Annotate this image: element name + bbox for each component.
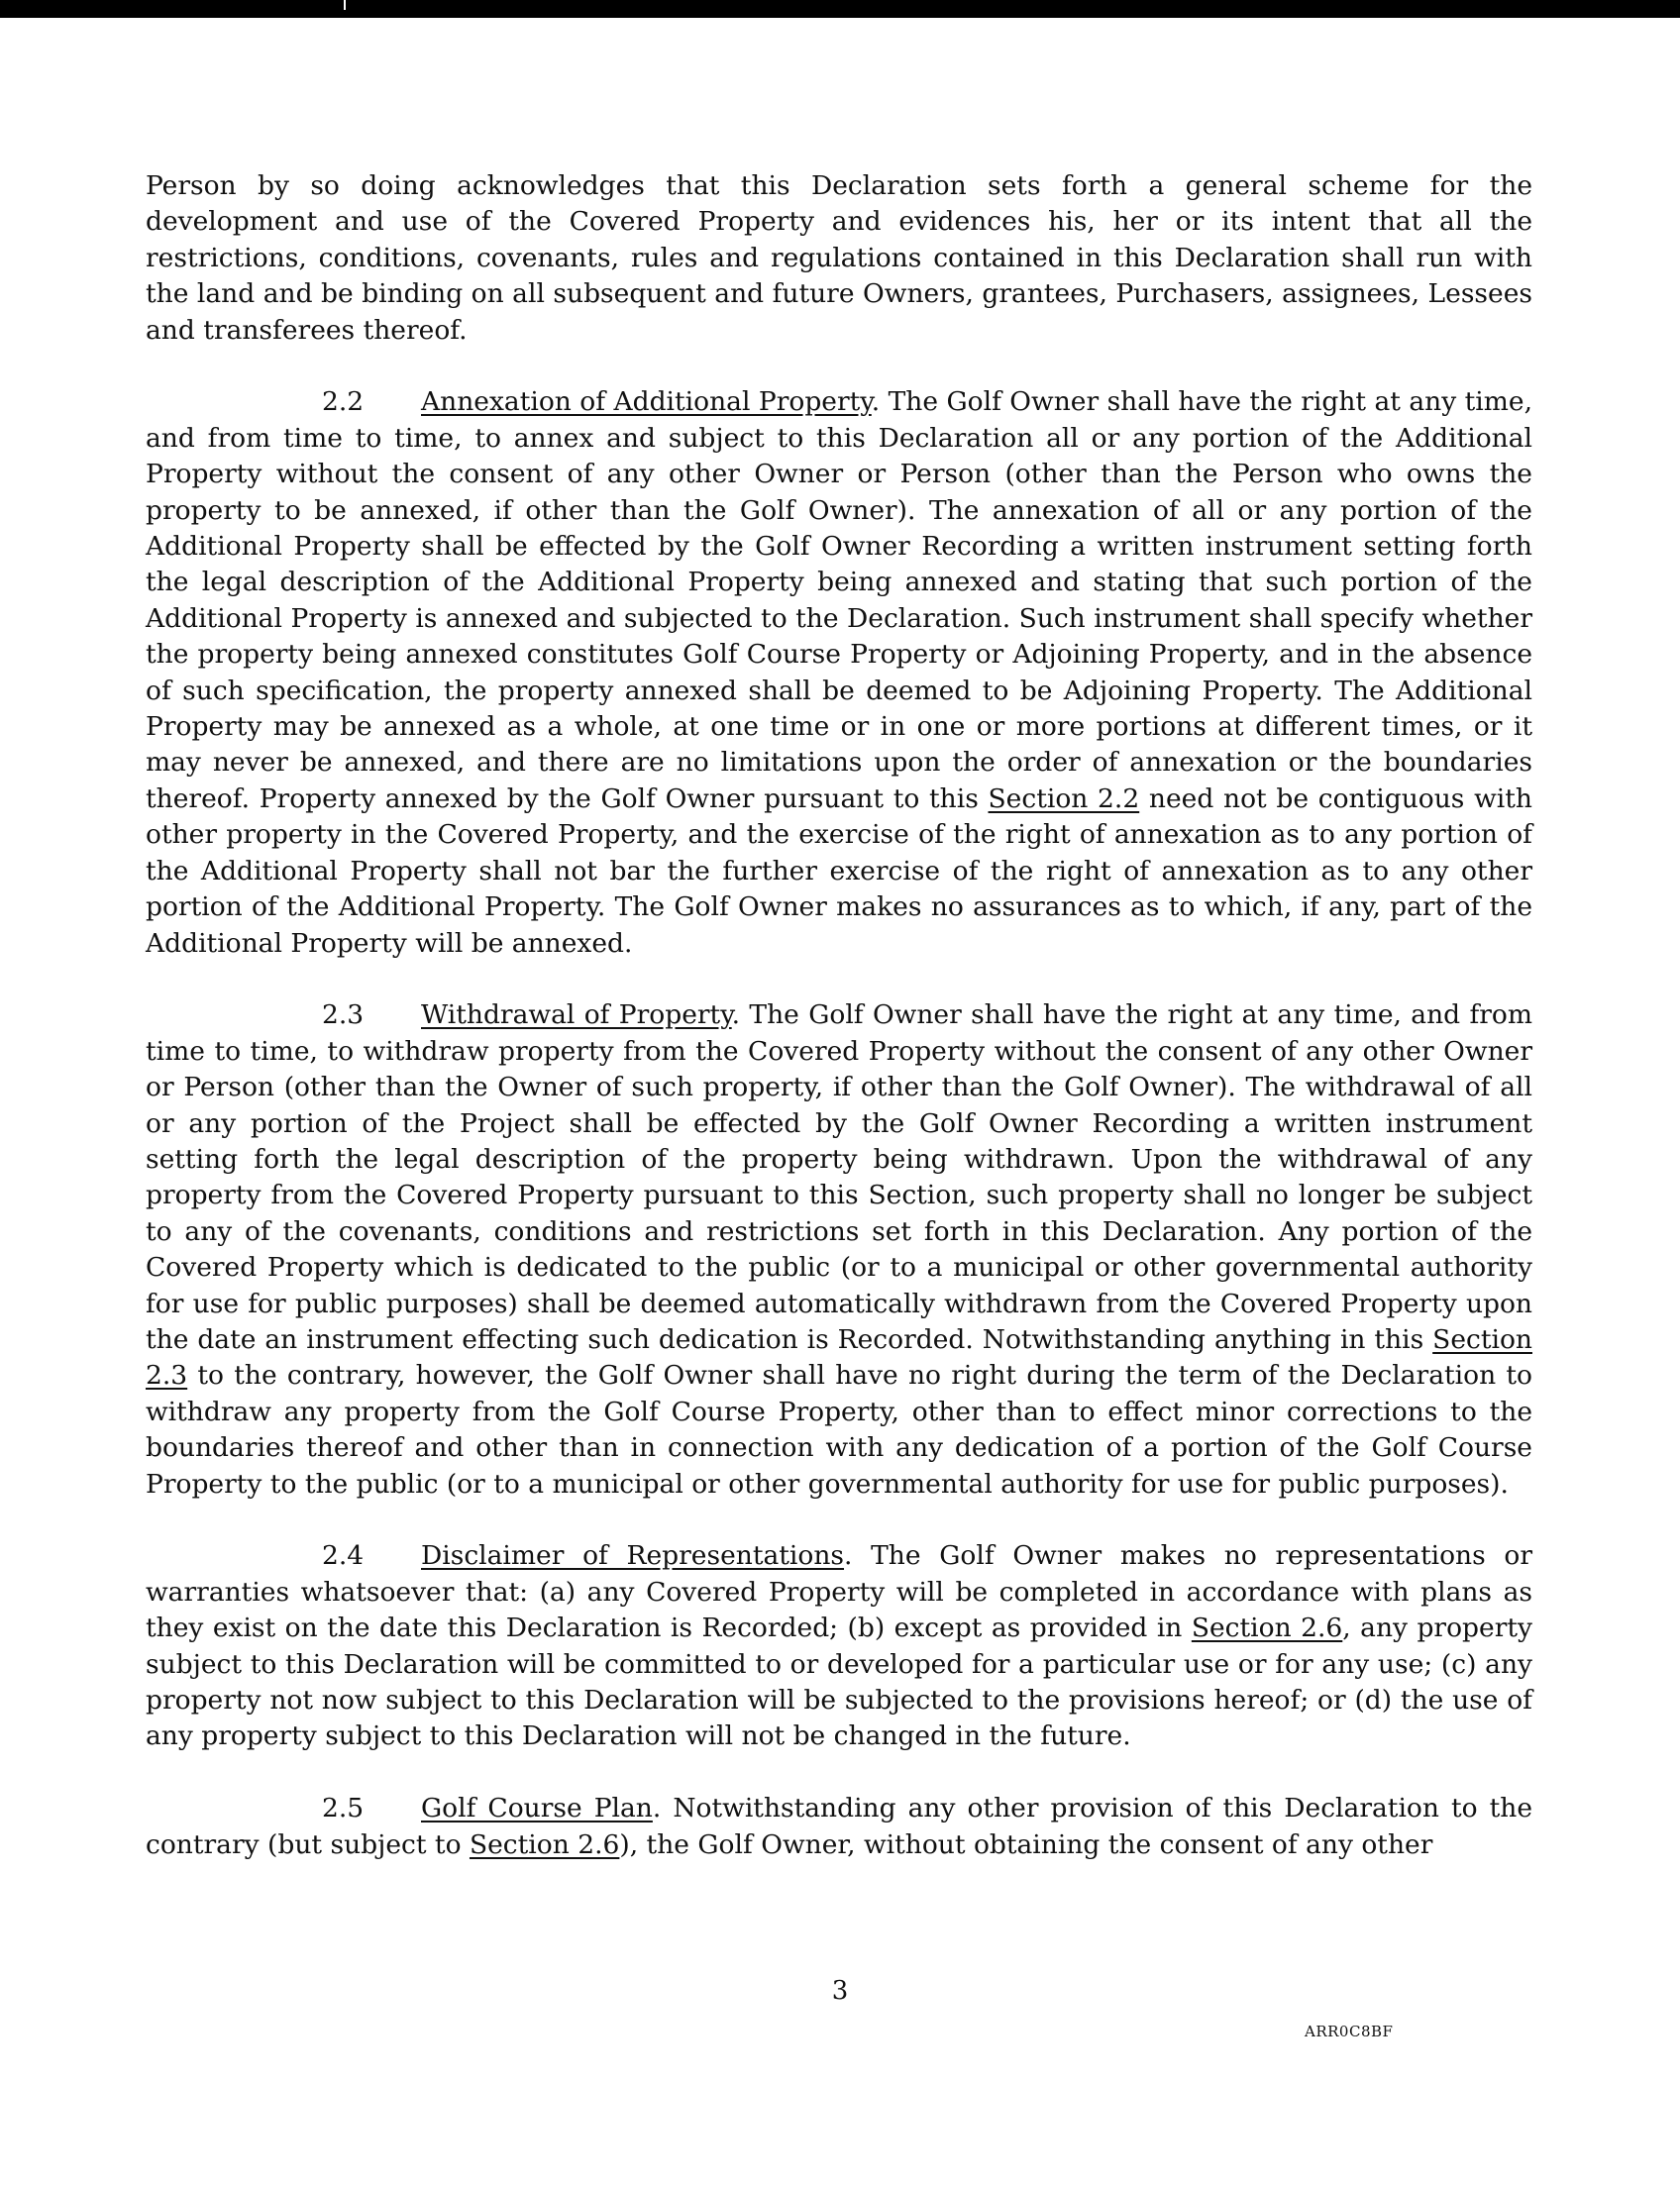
section-reference: Section 2.3 <box>146 1323 1532 1392</box>
section-number: 2.5 <box>322 1793 365 1824</box>
section-number: 2.3 <box>322 999 365 1031</box>
section-text: to the contrary, however, the Golf Owner shall have no right during the term of the Declaration to withdraw any property from the Golf Course Property, other than to effect minor corrections to the boundaries thereof and other than in connection with any dedication of a portion of the Golf Course Property to the public (or to a municipal or other governmental authority for use for public purposes). <box>146 1360 1532 1500</box>
scan-top-border <box>0 0 1680 18</box>
section-reference: Section 2.2 <box>988 782 1140 814</box>
section-2-3 <box>146 997 1532 1503</box>
section-text: . Notwithstanding any other provision of this Declaration to the contrary (but subject to <box>146 1793 1532 1860</box>
section-2-2 <box>146 384 1532 962</box>
section-text: . The Golf Owner shall have the right at any time, and from time to time, to withdraw property from the Covered Property without the consent of any other Owner or Person (other than the Owner of such property, if other than the Golf Owner). The withdrawal of all or any portion of the Project shall be effected by the Golf Owner Recording a written instrument setting forth the legal description of the property being withdrawn. Upon the withdrawal of any property from the Covered Property pursuant to this Section, such property shall no longer be subject to any of the covenants, conditions and restrictions set forth in this Declaration. Any portion of the Covered Property which is dedicated to the public (or to a municipal or other governmental authority for use for public purposes) shall be deemed automatically withdrawn from the Covered Property upon the date an instrument effecting such dedication is Recorded. Notwithstanding anything in this <box>146 999 1533 1355</box>
document-body <box>146 168 1532 1863</box>
section-reference: Section 2.6 <box>469 1828 620 1860</box>
section-heading: Annexation of Additional Property <box>421 386 872 418</box>
section-heading: Withdrawal of Property <box>421 999 732 1031</box>
section-number: 2.2 <box>322 386 365 418</box>
section-text: . The Golf Owner shall have the right at any time, and from time to time, to annex and subject to this Declaration all or any portion of the Additional Property without the consent of any other Owner or Person (other than the Person who owns the property to be annexed, if other than the Golf Owner). The annexation of all or any portion of the Additional Property shall be effected by the Golf Owner Recording a written instrument setting forth the legal description of the Additional Property being annexed and stating that such portion of the Additional Property is annexed and subjected to the Declaration. Such instrument shall specify whether the property being annexed constitutes Golf Course Property or Adjoining Property, and in the absence of such specification, the property annexed shall be deemed to be Adjoining Property. The Additional Property may be annexed as a whole, at one time or in one or more portions at different times, or it may never be annexed, and there are no limitations upon the order of annexation or the boundaries thereof. Property annexed by the Golf Owner pursuant to this <box>146 386 1532 814</box>
section-heading: Golf Course Plan <box>421 1793 653 1824</box>
section-text: need not be contiguous with other property in the Covered Property, and the exercise of the right of annexation as to any portion of the Additional Property shall not bar the further exercise of the right of annexation as to any other portion of the Additional Property. The Golf Owner makes no assurances as to which, if any, part of the Additional Property will be annexed. <box>146 782 1532 959</box>
section-2-4 <box>146 1538 1532 1754</box>
section-2-5 <box>146 1791 1532 1863</box>
document-code: ARR0C8BF <box>1305 2023 1394 2040</box>
section-heading: Disclaimer of Representations <box>421 1540 845 1572</box>
page-number: 3 <box>831 1976 849 2006</box>
paragraph-continuation: Person by so doing acknowledges that this Declaration sets forth a general scheme for the development and use of the Covered Property and evidences his, her or its intent that all the restrictions, conditions, covenants, rules and regulations contained in this Declaration shall run with the land and be binding on all subsequent and future Owners, grantees, Purchasers, assignees, Lessees and transferees thereof. <box>146 170 1532 346</box>
section-text: , any property subject to this Declaration will be committed to or developed for a particular use or for any use; (c) any property not now subject to this Declaration will be subjected to the provisions hereof; or (d) the use of any property subject to this Declaration will not be changed in the future. <box>146 1613 1532 1752</box>
section-number: 2.4 <box>322 1540 365 1572</box>
section-text: ), the Golf Owner, without obtaining the consent of any other <box>619 1828 1433 1860</box>
scan-border-mark <box>344 0 346 10</box>
section-reference: Section 2.6 <box>1191 1613 1343 1644</box>
section-text: . The Golf Owner makes no representations or warranties whatsoever that: (a) any Covered Property will be completed in accordance with plans as they exist on the date this Declaration is Recorded; (b) except as provided in <box>146 1540 1532 1644</box>
